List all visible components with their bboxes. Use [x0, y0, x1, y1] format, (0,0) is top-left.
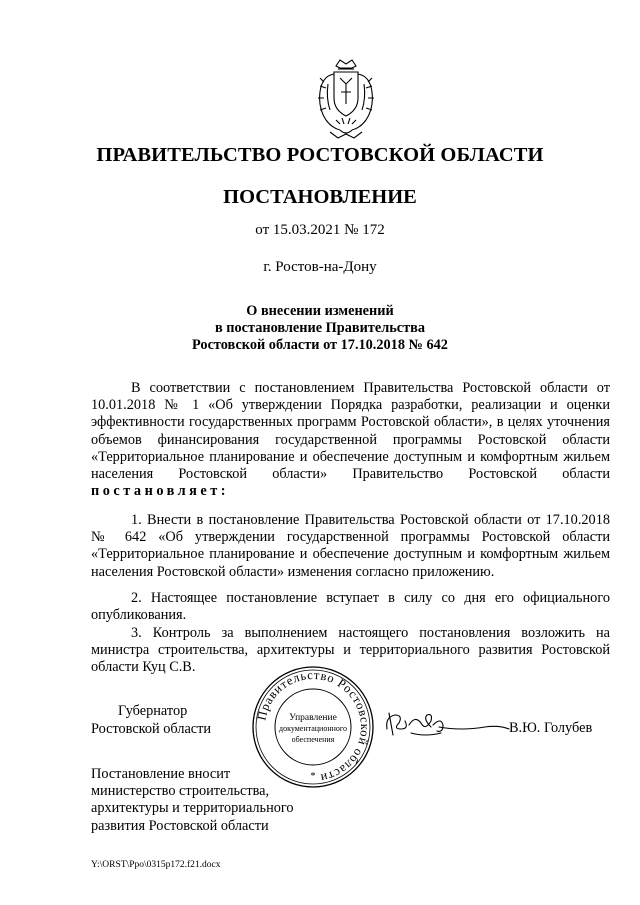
subject-line: О внесении изменений	[246, 303, 394, 319]
org-title: ПРАВИТЕЛЬСТВО РОСТОВСКОЙ ОБЛАСТИ	[96, 144, 544, 166]
date-number: от 15.03.2021 № 172	[255, 222, 385, 238]
subject-line: Ростовской области от 17.10.2018 № 642	[192, 337, 448, 353]
stamp-ring-path: Правительство Ростовской области	[254, 667, 373, 786]
item-2-paragraph: 2. Настоящее постановление вступает в силу со дня его официального опубликования.	[91, 590, 610, 624]
signatory-position	[91, 703, 211, 738]
resolves-keyword: постановляет:	[91, 483, 230, 500]
position-line: Ростовской области	[91, 720, 212, 737]
handwritten-signature	[381, 707, 513, 741]
stamp-center-line: документационного	[279, 724, 347, 733]
item-1-paragraph: 1. Внести в постановление Правительства Ростовской области от 17.10.2018 № 642 «Об утверждении государственной программы Ростовской области «Территориальное планирование и обеспечение доступным и комфортным жильем населения Ростовской области» изменения согласно приложению.	[91, 512, 610, 580]
city: г. Ростов-на-Дону	[263, 259, 377, 275]
document-type: ПОСТАНОВЛЕНИЕ	[223, 186, 417, 208]
note-line: развития Ростовской области	[91, 817, 269, 834]
note-line: Постановление вносит	[91, 766, 231, 782]
file-path-footer: Y:\ORST\Ppo\0315p172.f21.docx	[91, 860, 221, 870]
preamble-text: В соответствии с постановлением Правительства Ростовской области от 10.01.2018 № 1 «Об утверждении Порядка разработки, реализации и оценки эффективности государственных программ Ростовской области», в целях уточнения объемов финансирования государственной программы Ростовской области «Территориальное планирование и обеспечение доступным и комфортным жильем населения Ростовской области» Правительство Ростовской области	[91, 380, 610, 483]
stamp-center-line: обеспечения	[291, 735, 335, 744]
stamp-star-icon: *	[310, 771, 316, 782]
item-3-paragraph: 3. Контроль за выполнением настоящего постановления возложить на министра строительства, архитектуры и территориального развития Ростовской области Куц С.В.	[91, 625, 610, 676]
preamble-paragraph	[91, 380, 610, 500]
subject-line: в постановление Правительства	[214, 320, 426, 336]
submission-note	[91, 766, 294, 835]
note-line: архитектуры и территориального	[91, 800, 294, 817]
stamp-center-line: Управление	[289, 713, 337, 723]
note-line: министерство строительства,	[91, 783, 270, 800]
document-subject	[0, 303, 640, 354]
position-line: Губернатор	[118, 703, 188, 719]
coat-of-arms-icon	[314, 58, 378, 140]
signatory-name: В.Ю. Голубев	[509, 720, 593, 736]
